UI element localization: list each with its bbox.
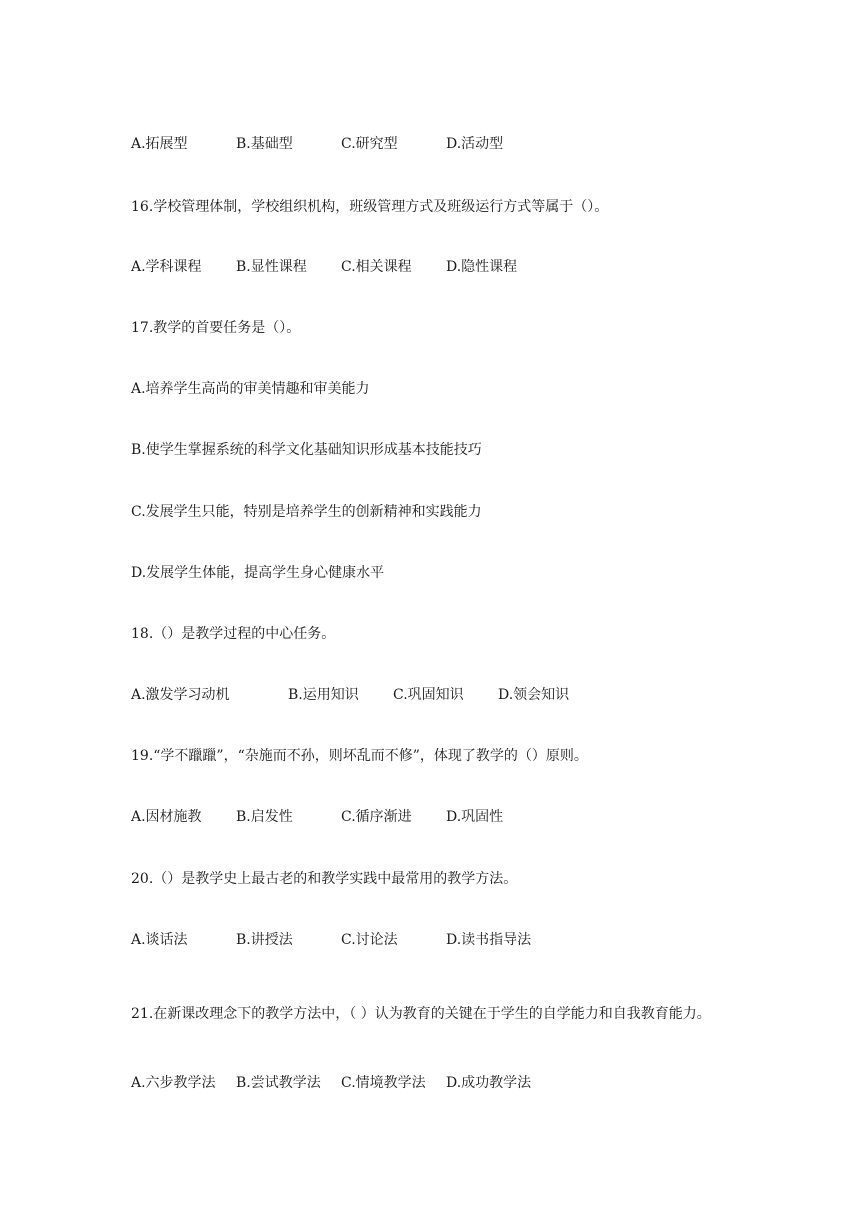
q19-option-b: B.启发性 [236,809,293,825]
q17-option-c: C.发展学生只能，特别是培养学生的创新精神和实践能力 [131,504,482,520]
q18-question: 18.（）是教学过程的中心任务。 [131,626,336,642]
q20-question: 20.（）是教学史上最古老的和教学实践中最常用的教学方法。 [131,871,518,887]
q18-option-d: D.领会知识 [498,687,570,703]
q15-options [131,134,751,154]
q16-options [131,257,751,277]
q18-options [131,685,751,705]
q18-option-a: A.激发学习动机 [131,687,230,703]
q20-option-b: B.讲授法 [236,932,293,948]
q16-option-b: B.显性课程 [236,259,307,275]
q15-option-a: A.拓展型 [131,136,188,152]
q21-option-d: D.成功教学法 [446,1075,532,1091]
q21-option-a: A.六步教学法 [131,1075,216,1091]
q21-options [131,1073,751,1093]
q19-option-c: C.循序渐进 [341,809,412,825]
q19-options [131,807,751,827]
q20-options [131,930,751,950]
q16-option-d: D.隐性课程 [446,259,518,275]
q15-option-c: C.研究型 [341,136,398,152]
q20-option-a: A.谈话法 [131,932,188,948]
q17-option-a: A.培养学生高尚的审美情趣和审美能力 [131,381,370,397]
q19-question: 19.“学不躐躐”，“杂施而不孙，则坏乱而不修”，体现了教学的（）原则。 [131,748,588,764]
q16-question: 16.学校管理体制，学校组织机构，班级管理方式及班级运行方式等属于（）。 [131,199,609,215]
q21-option-b: B.尝试教学法 [236,1075,321,1091]
q18-option-c: C.巩固知识 [393,687,464,703]
q21-question: 21.在新课改理念下的教学方法中，（ ）认为教育的关键在于学生的自学能力和自我教育能力。 [131,1006,711,1022]
q21-option-c: C.情境教学法 [341,1075,426,1091]
q19-option-d: D.巩固性 [446,809,504,825]
q17-option-d: D.发展学生体能，提高学生身心健康水平 [131,565,385,581]
q16-option-a: A.学科课程 [131,259,202,275]
q17-question: 17.教学的首要任务是（）。 [131,320,301,336]
q19-option-a: A.因材施教 [131,809,202,825]
q15-option-d: D.活动型 [446,136,504,152]
q18-option-b: B.运用知识 [288,687,359,703]
q20-option-d: D.读书指导法 [446,932,532,948]
q20-option-c: C.讨论法 [341,932,398,948]
q15-option-b: B.基础型 [236,136,293,152]
q17-option-b: B.使学生掌握系统的科学文化基础知识形成基本技能技巧 [131,442,482,458]
q16-option-c: C.相关课程 [341,259,412,275]
